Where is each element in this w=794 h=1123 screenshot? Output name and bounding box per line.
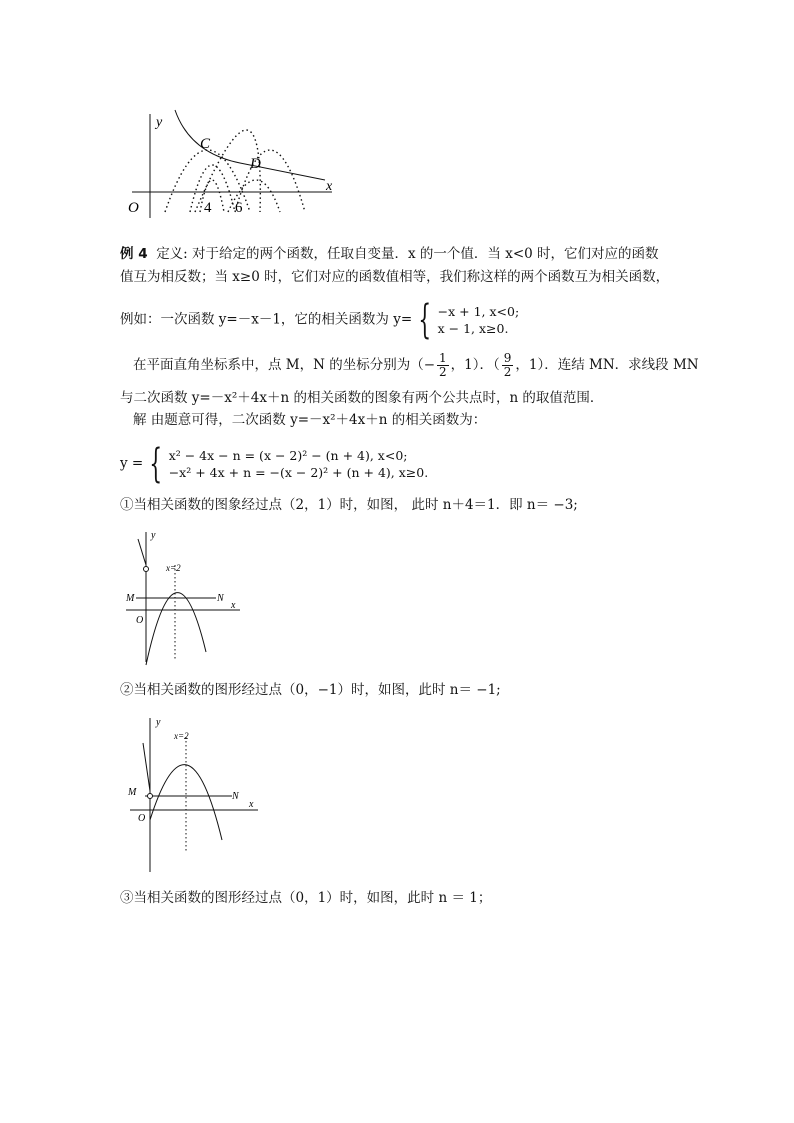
definition-text: 定义: 对于给定的两个函数，任取自变量．x 的一个值．当 x<0 时，它们对应的函数 xyxy=(156,246,659,262)
case-2-text: ②当相关函数的图形经过点（0，−1）时，如图，此时 n＝ −1; xyxy=(120,682,501,698)
case-q-negative: x² − 4x − n = (x − 2)² − (n + 4), x<0; xyxy=(168,448,408,463)
g2-point-n: N xyxy=(217,593,224,604)
problem-b: ，1）．（ xyxy=(450,357,500,373)
fraction-half: $\frac{1}{2}$ xyxy=(439,351,447,379)
fraction-nine-halves: $\frac{9}{2}$ xyxy=(503,351,512,379)
cases-linear xyxy=(438,303,520,337)
graph-case-2 xyxy=(120,715,265,875)
case-1-text: ①当相关函数的图象经过点（2，1）时，如图， 此时 n＋4＝1．即 n＝ −3; xyxy=(120,497,578,513)
g3-axis-x2: x=2 xyxy=(174,731,189,741)
cases-quadratic xyxy=(169,447,429,481)
brace: { xyxy=(418,297,432,343)
problem-a: 在平面直角坐标系中，点 M，N 的坐标分别为（− xyxy=(133,357,436,373)
fig1-y-label: y xyxy=(156,115,163,130)
problem-c: ，1）．连结 MN．求线段 MN xyxy=(515,357,699,373)
fig1-origin-label: O xyxy=(128,200,139,216)
example-line-3 xyxy=(120,297,520,343)
g3-y-label: y xyxy=(156,717,161,728)
fig1-point-c: C xyxy=(200,136,211,152)
fig1-point-d: D xyxy=(250,156,261,172)
y-equals: y = xyxy=(120,455,144,472)
brace: { xyxy=(149,441,163,487)
related-function xyxy=(120,441,429,487)
g2-point-m: M xyxy=(126,593,135,604)
g3-x-label: x xyxy=(249,799,254,810)
example-label: 例 4 xyxy=(120,246,148,262)
problem-line-2: 与二次函数 y=－x²＋4x＋n 的相关函数的图象有两个公共点时，n 的取值范围． xyxy=(120,390,604,406)
solution-intro: 解 由题意可得，二次函数 y=－x²＋4x＋n 的相关函数为： xyxy=(133,412,487,428)
example-line-2: 值互为相反数；当 x≥0 时，它们对应的函数值相等，我们称这样的两个函数互为相关函数， xyxy=(120,269,670,285)
figure-curves-cd xyxy=(120,108,350,220)
case-nonnegative: x − 1, x≥0. xyxy=(437,321,509,336)
case-negative: −x + 1, x<0; xyxy=(437,304,520,319)
g2-origin: O xyxy=(136,615,144,626)
fig1-x-label: x xyxy=(326,179,333,194)
example-line-1 xyxy=(120,245,659,263)
problem-line-1 xyxy=(133,352,699,379)
case-3-text: ③当相关函数的图形经过点（0，1）时，如图，此时 n ＝ 1； xyxy=(120,890,492,906)
fig1-tick-6: 6 xyxy=(235,200,243,216)
fig1-tick-4: 4 xyxy=(204,200,212,216)
case-q-nonnegative: −x² + 4x + n = −(x − 2)² + (n + 4), x≥0. xyxy=(168,465,429,480)
g3-point-m: M xyxy=(128,787,137,798)
g2-axis-x2: x=2 xyxy=(166,563,181,573)
g3-origin: O xyxy=(138,813,146,824)
example-linear: 例如：一次函数 y=－x－1，它的相关函数为 y= xyxy=(120,311,413,328)
g2-y-label: y xyxy=(151,530,156,541)
graph-case-1 xyxy=(118,527,248,667)
g3-point-n: N xyxy=(232,791,239,802)
g2-x-label: x xyxy=(231,600,236,611)
